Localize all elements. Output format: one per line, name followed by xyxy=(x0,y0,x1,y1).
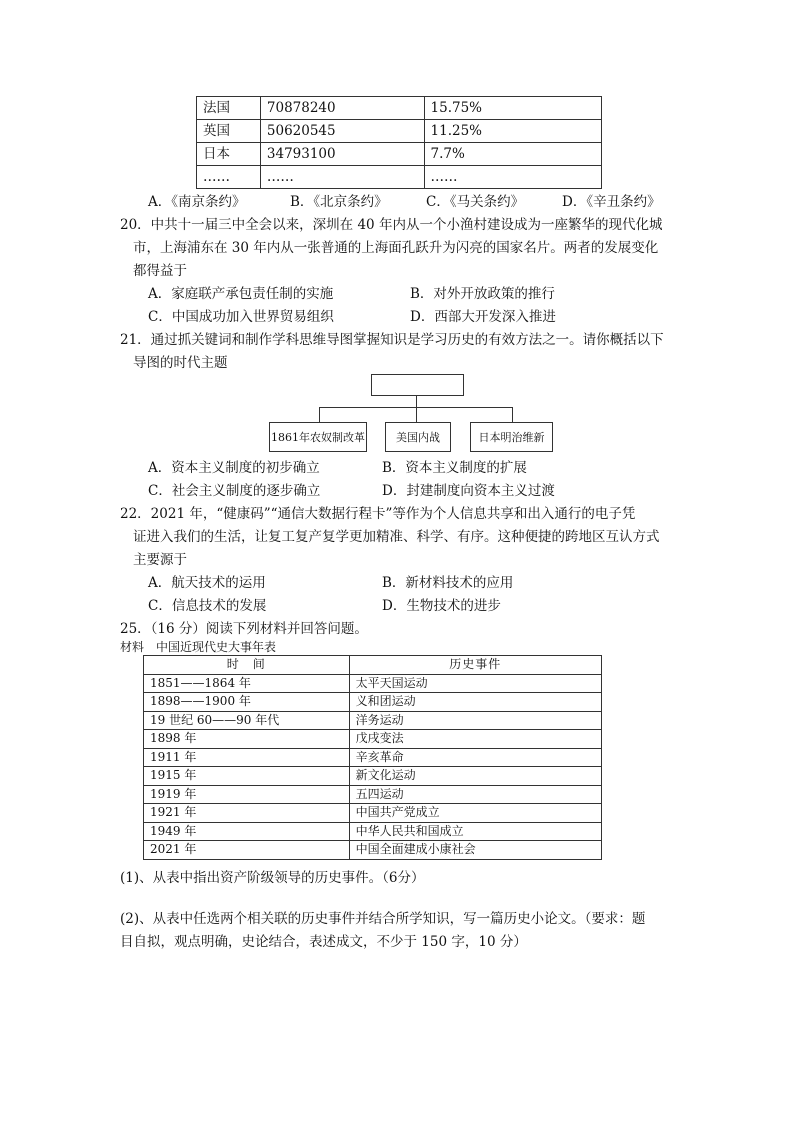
node-label: 日本明治维新 xyxy=(478,431,545,444)
q20-option-d: D．西部大开发深入推进 xyxy=(410,309,556,325)
connector-line xyxy=(319,407,320,422)
table-cell: 日本 xyxy=(197,143,261,166)
table-cell: 1949 年 xyxy=(144,822,350,841)
q20-stem-line2: 市，上海浦东在 30 年内从一张普通的上海面孔跃升为闪亮的国家名片。两者的发展变化 xyxy=(133,240,659,256)
mind-map-node xyxy=(385,422,451,452)
table-row xyxy=(144,674,602,693)
q21-stem-line2: 导图的时代主题 xyxy=(133,355,228,371)
table-cell: 15.75% xyxy=(424,97,601,120)
mind-map-root-blank xyxy=(371,374,464,396)
table-cell: 五四运动 xyxy=(349,785,601,804)
q25-sub-question-2-line2: 目自拟，观点明确，史论结合，表述成文，不少于 150 字，10 分） xyxy=(120,934,527,950)
table-cell: 1911 年 xyxy=(144,748,350,767)
table-cell: 34793100 xyxy=(260,143,424,166)
table-cell: 1915 年 xyxy=(144,767,350,786)
table-cell: 19 世纪 60——90 年代 xyxy=(144,711,350,730)
q25-title: 25．（16 分）阅读下列材料并回答问题。 xyxy=(120,621,368,637)
history-timeline-table xyxy=(143,655,602,860)
table-row xyxy=(144,804,602,823)
mind-map-node xyxy=(470,422,553,452)
table-cell: 义和团运动 xyxy=(349,693,601,712)
q19-option-d: D．《辛丑条约》 xyxy=(562,194,661,210)
population-table xyxy=(196,96,602,189)
table-cell: 中国共产党成立 xyxy=(349,804,601,823)
table-cell: 洋务运动 xyxy=(349,711,601,730)
table-cell: …… xyxy=(260,166,424,189)
q20-stem-line1: 20．中共十一届三中全会以来，深圳在 40 年内从一个小渔村建设成为一座繁华的现代化城 xyxy=(120,217,663,233)
connector-line xyxy=(416,407,417,422)
table-cell: 中国全面建成小康社会 xyxy=(349,841,601,860)
table-row xyxy=(197,97,602,120)
q21-option-a: A．资本主义制度的初步确立 xyxy=(148,460,320,476)
table-cell: 英国 xyxy=(197,120,261,143)
table-cell: …… xyxy=(197,166,261,189)
node-label: 美国内战 xyxy=(396,431,440,444)
table-row xyxy=(197,166,602,189)
q21-option-b: B．资本主义制度的扩展 xyxy=(382,460,527,476)
q20-option-b: B．对外开放政策的推行 xyxy=(410,286,555,302)
table-cell: 1921 年 xyxy=(144,804,350,823)
table-row xyxy=(144,748,602,767)
q22-option-c: C．信息技术的发展 xyxy=(148,598,267,614)
q25-sub-question-2-line1: (2)、从表中任选两个相关联的历史事件并结合所学知识，写一篇历史小论文。（要求：题 xyxy=(120,911,646,927)
q21-option-c: C．社会主义制度的逐步确立 xyxy=(148,483,321,499)
q20-option-a: A．家庭联产承包责任制的实施 xyxy=(148,286,334,302)
q21-option-d: D．封建制度向资本主义过渡 xyxy=(382,483,555,499)
q25-sub-question-1: (1)、从表中指出资产阶级领导的历史事件。（6分） xyxy=(120,870,425,886)
header-cell: 历史事件 xyxy=(349,656,601,675)
header-cell: 时 间 xyxy=(144,656,350,675)
table-row xyxy=(144,693,602,712)
q22-stem-line3: 主要源于 xyxy=(133,552,187,568)
q22-stem-line1: 22．2021 年，“健康码”“通信大数据行程卡”等作为个人信息共享和出入通行的电子凭 xyxy=(120,506,636,522)
connector-line xyxy=(512,407,513,422)
table-cell: 70878240 xyxy=(260,97,424,120)
table-row xyxy=(197,120,602,143)
q19-option-c: C．《马关条约》 xyxy=(426,194,525,210)
table-cell: 50620545 xyxy=(260,120,424,143)
q19-option-a: A．《南京条约》 xyxy=(148,194,246,210)
mind-map-node xyxy=(269,422,367,452)
table-header-row xyxy=(144,656,602,675)
table-cell: 7.7% xyxy=(424,143,601,166)
material-label: 材料 中国近现代史大事年表 xyxy=(120,640,277,654)
table-row xyxy=(144,767,602,786)
table-cell: 1898 年 xyxy=(144,730,350,749)
table-cell: …… xyxy=(424,166,601,189)
table-cell: 1919 年 xyxy=(144,785,350,804)
node-label: 1861年农奴制改革 xyxy=(271,431,365,444)
q20-stem-line3: 都得益于 xyxy=(133,263,187,279)
table-cell: 中华人民共和国成立 xyxy=(349,822,601,841)
q21-stem-line1: 21．通过抓关键词和制作学科思维导图掌握知识是学习历史的有效方法之一。请你概括以下 xyxy=(120,332,664,348)
table-row xyxy=(144,785,602,804)
table-row xyxy=(197,143,602,166)
table-row xyxy=(144,822,602,841)
table-cell: 戊戌变法 xyxy=(349,730,601,749)
table-row xyxy=(144,730,602,749)
table-cell: 新文化运动 xyxy=(349,767,601,786)
connector-line xyxy=(416,395,417,407)
table-cell: 法国 xyxy=(197,97,261,120)
table-cell: 2021 年 xyxy=(144,841,350,860)
table-cell: 1851——1864 年 xyxy=(144,674,350,693)
q22-option-d: D．生物技术的进步 xyxy=(382,598,501,614)
table-row xyxy=(144,841,602,860)
table-cell: 辛亥革命 xyxy=(349,748,601,767)
q20-option-c: C．中国成功加入世界贸易组织 xyxy=(148,309,334,325)
table-cell: 11.25% xyxy=(424,120,601,143)
q19-option-b: B．《北京条约》 xyxy=(290,194,388,210)
q22-option-a: A．航天技术的运用 xyxy=(148,575,266,591)
q22-stem-line2: 证进入我们的生活，让复工复产复学更加精准、科学、有序。这种便捷的跨地区互认方式 xyxy=(133,529,660,545)
table-cell: 太平天国运动 xyxy=(349,674,601,693)
q22-option-b: B．新材料技术的应用 xyxy=(382,575,514,591)
table-cell: 1898——1900 年 xyxy=(144,693,350,712)
table-row xyxy=(144,711,602,730)
